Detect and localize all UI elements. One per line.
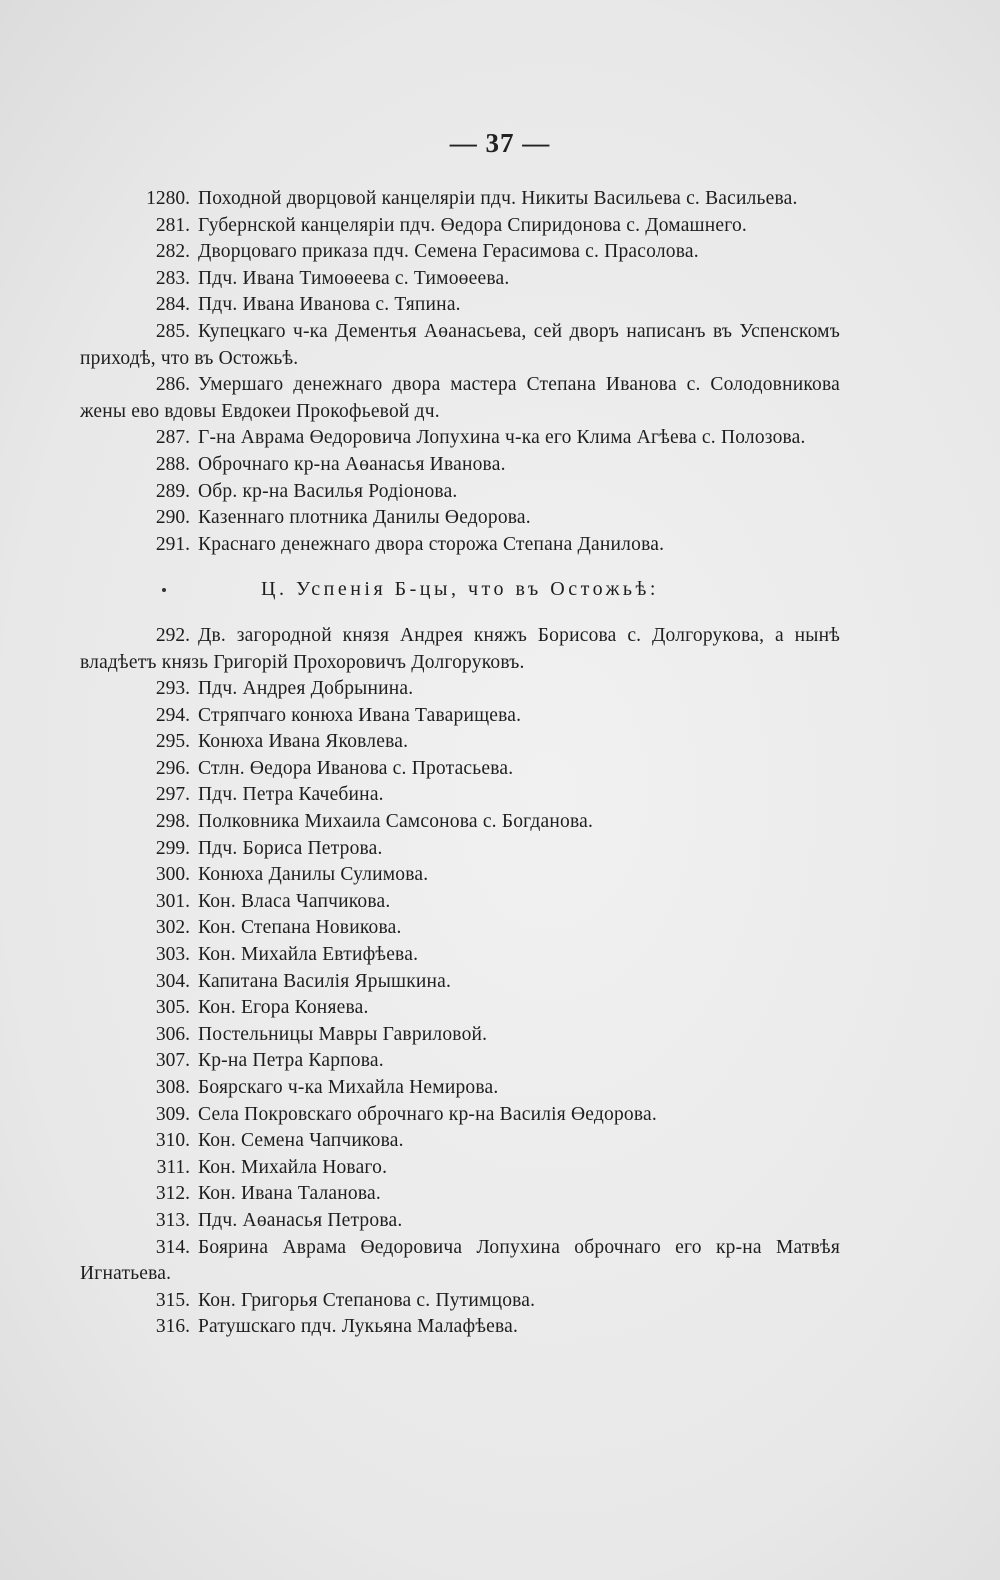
entry-number: 292. [155, 624, 190, 646]
entry-text: Походной дворцовой канцеляріи пдч. Никиты Васильева с. Васильева. [198, 188, 798, 209]
entry-number: 289. [155, 480, 190, 502]
entry-text: Дв. загородной князя Андрея княжъ Борисова с. Долгорукова, а нынѣ владѣетъ князь Григорій Прохоровичъ Долгоруковъ. [80, 624, 840, 673]
entry-number: 288. [155, 453, 190, 475]
list-item [80, 213, 840, 240]
list-item [80, 942, 840, 969]
list-item [80, 703, 840, 730]
entry-text: Кон. Семена Чапчикова. [198, 1130, 404, 1152]
list-item [80, 729, 840, 756]
list-item [80, 1208, 840, 1235]
list-item [80, 479, 840, 506]
list-item [80, 1288, 840, 1315]
entry-number: 294. [155, 704, 190, 726]
entry-text: Боярина Аврама Өедоровича Лопухина оброчнаго его кр-на Матвѣя Игнатьева. [80, 1236, 840, 1285]
entry-text: Капитана Василія Ярышкина. [198, 970, 452, 992]
entry-number: 286. [155, 374, 190, 396]
list-item [80, 186, 840, 213]
entry-text: Пдч. Бориса Петрова. [198, 837, 383, 859]
list-item [80, 1128, 840, 1155]
entry-number: 290. [155, 507, 190, 529]
list-item [80, 676, 840, 703]
entry-number: 310. [155, 1130, 190, 1152]
entry-number: 302. [155, 917, 190, 939]
entry-text: Г-на Аврама Өедоровича Лопухина ч-ка его Клима Агѣева с. Полозова. [198, 427, 806, 449]
entry-text: Пдч. Андрея Добрынина. [198, 678, 414, 700]
page-number: — 37 — [449, 128, 551, 158]
list-item [80, 782, 840, 809]
entry-text: Кон. Власа Чапчикова. [198, 890, 391, 912]
entry-text: Села Покровскаго оброчнаго кр-на Василія Өедорова. [198, 1103, 657, 1125]
entry-text: Кр-на Петра Карпова. [198, 1050, 384, 1072]
list-item [80, 532, 840, 559]
list-item [80, 836, 840, 863]
list-item [80, 969, 840, 996]
entry-text: Дворцоваго приказа пдч. Семена Герасимова с. Прасолова. [198, 241, 699, 263]
entry-number: 299. [155, 837, 190, 859]
list-item [80, 1075, 840, 1102]
entry-text: Обр. кр-на Василья Родіонова. [198, 480, 458, 502]
entry-group-bottom [80, 623, 840, 1341]
entry-number: 281. [155, 214, 190, 236]
list-item [80, 452, 840, 479]
entry-text: Пдч. Ивана Тимоөеева с. Тимоөеева. [198, 267, 510, 289]
list-item [80, 1102, 840, 1129]
entry-text: Пдч. Аөанасья Петрова. [198, 1209, 403, 1231]
entry-text: Краснаго денежнаго двора сторожа Степана Данилова. [198, 533, 665, 555]
entry-number: 300. [155, 864, 190, 886]
list-item [80, 292, 840, 319]
entry-text: Губернской канцеляріи пдч. Өедора Спиридонова с. Домашнего. [198, 214, 748, 236]
entry-number: 283. [155, 267, 190, 289]
list-item [80, 319, 840, 372]
entry-text: Умершаго денежнаго двора мастера Степана Иванова с. Солодовникова жены ево вдовы Евдокеи Прокофьевой дч. [80, 374, 840, 422]
entry-text: Кон. Степана Новикова. [198, 917, 402, 939]
entry-text: Кон. Ивана Таланова. [198, 1183, 381, 1205]
entry-number: 314. [155, 1236, 190, 1258]
entry-group-top [80, 186, 840, 558]
entry-text: Конюха Данилы Сулимова. [198, 864, 429, 886]
entry-number: 285. [155, 320, 190, 342]
entry-number: 306. [155, 1023, 190, 1045]
entry-number: 284. [155, 294, 190, 316]
entry-number: 313. [155, 1209, 190, 1231]
list-item [80, 1155, 840, 1182]
list-item [80, 1022, 840, 1049]
entry-number: 293. [155, 678, 190, 700]
list-item [80, 1181, 840, 1208]
entry-number: 312. [155, 1183, 190, 1205]
list-item [80, 756, 840, 783]
list-item [80, 889, 840, 916]
section-heading-text: Ц. Успенія Б-цы, что въ Остожьѣ: [261, 578, 659, 601]
entry-number: 282. [155, 241, 190, 263]
entry-text: Полковника Михаила Самсонова с. Богданова. [198, 811, 594, 833]
list-item [80, 1048, 840, 1075]
entry-number: 298. [155, 811, 190, 833]
entry-text: Пдч. Петра Качебина. [198, 784, 384, 806]
entry-number: 307. [155, 1050, 190, 1072]
entry-number: 304. [155, 970, 190, 992]
entry-number: 311. [156, 1156, 190, 1178]
entry-text: Конюха Ивана Яковлева. [198, 731, 409, 753]
list-item [80, 1235, 840, 1288]
list-item [80, 862, 840, 889]
entry-number: 287. [155, 427, 190, 449]
entry-text: Постельницы Мавры Гавриловой. [198, 1023, 488, 1045]
entry-text: Стлн. Өедора Иванова с. Протасьева. [198, 757, 514, 779]
list-item [80, 995, 840, 1022]
entry-number: 296. [155, 757, 190, 779]
entry-text: Кон. Егора Коняева. [198, 997, 369, 1019]
bullet-dot-icon [162, 588, 166, 592]
entry-number: 291. [155, 533, 190, 555]
entry-number: 301. [155, 890, 190, 912]
entry-text: Боярскаго ч-ка Михайла Немирова. [198, 1077, 499, 1098]
list-item [80, 425, 840, 452]
list-item [80, 915, 840, 942]
entry-number: 308. [155, 1077, 190, 1098]
entry-text: Купецкаго ч-ка Дементья Аөанасьева, сей дворъ написанъ въ Успенскомъ приходѣ, что въ Остожьѣ. [80, 320, 840, 369]
entry-number: 303. [155, 944, 190, 966]
list-item [80, 266, 840, 293]
entry-number: 305. [155, 997, 190, 1019]
entry-number: 315. [155, 1289, 190, 1311]
list-item [80, 239, 840, 266]
list-item [80, 623, 840, 676]
entry-number: 297. [155, 784, 190, 806]
entry-text: Пдч. Ивана Иванова с. Тяпина. [198, 294, 461, 316]
entry-number: 309. [155, 1103, 190, 1125]
list-item [80, 372, 840, 425]
entry-text: Кон. Григорья Степанова с. Путимцова. [198, 1289, 536, 1311]
entry-number: 316. [155, 1316, 190, 1338]
entry-text: Казеннаго плотника Данилы Өедорова. [198, 507, 531, 529]
entry-text: Ратушскаго пдч. Лукьяна Малафѣева. [198, 1316, 519, 1338]
entry-list [80, 186, 840, 1341]
entry-text: Кон. Михайла Евтифѣева. [198, 944, 419, 966]
entry-text: Кон. Михайла Новаго. [198, 1156, 388, 1178]
list-item [80, 1314, 840, 1341]
entry-number: 295. [155, 731, 190, 753]
list-item [80, 809, 840, 836]
section-heading [80, 576, 840, 603]
entry-text: Оброчнаго кр-на Аөанасья Иванова. [198, 453, 506, 475]
entry-number: 1280. [146, 188, 190, 209]
entry-text: Стряпчаго конюха Ивана Таварищева. [198, 704, 522, 726]
list-item [80, 505, 840, 532]
